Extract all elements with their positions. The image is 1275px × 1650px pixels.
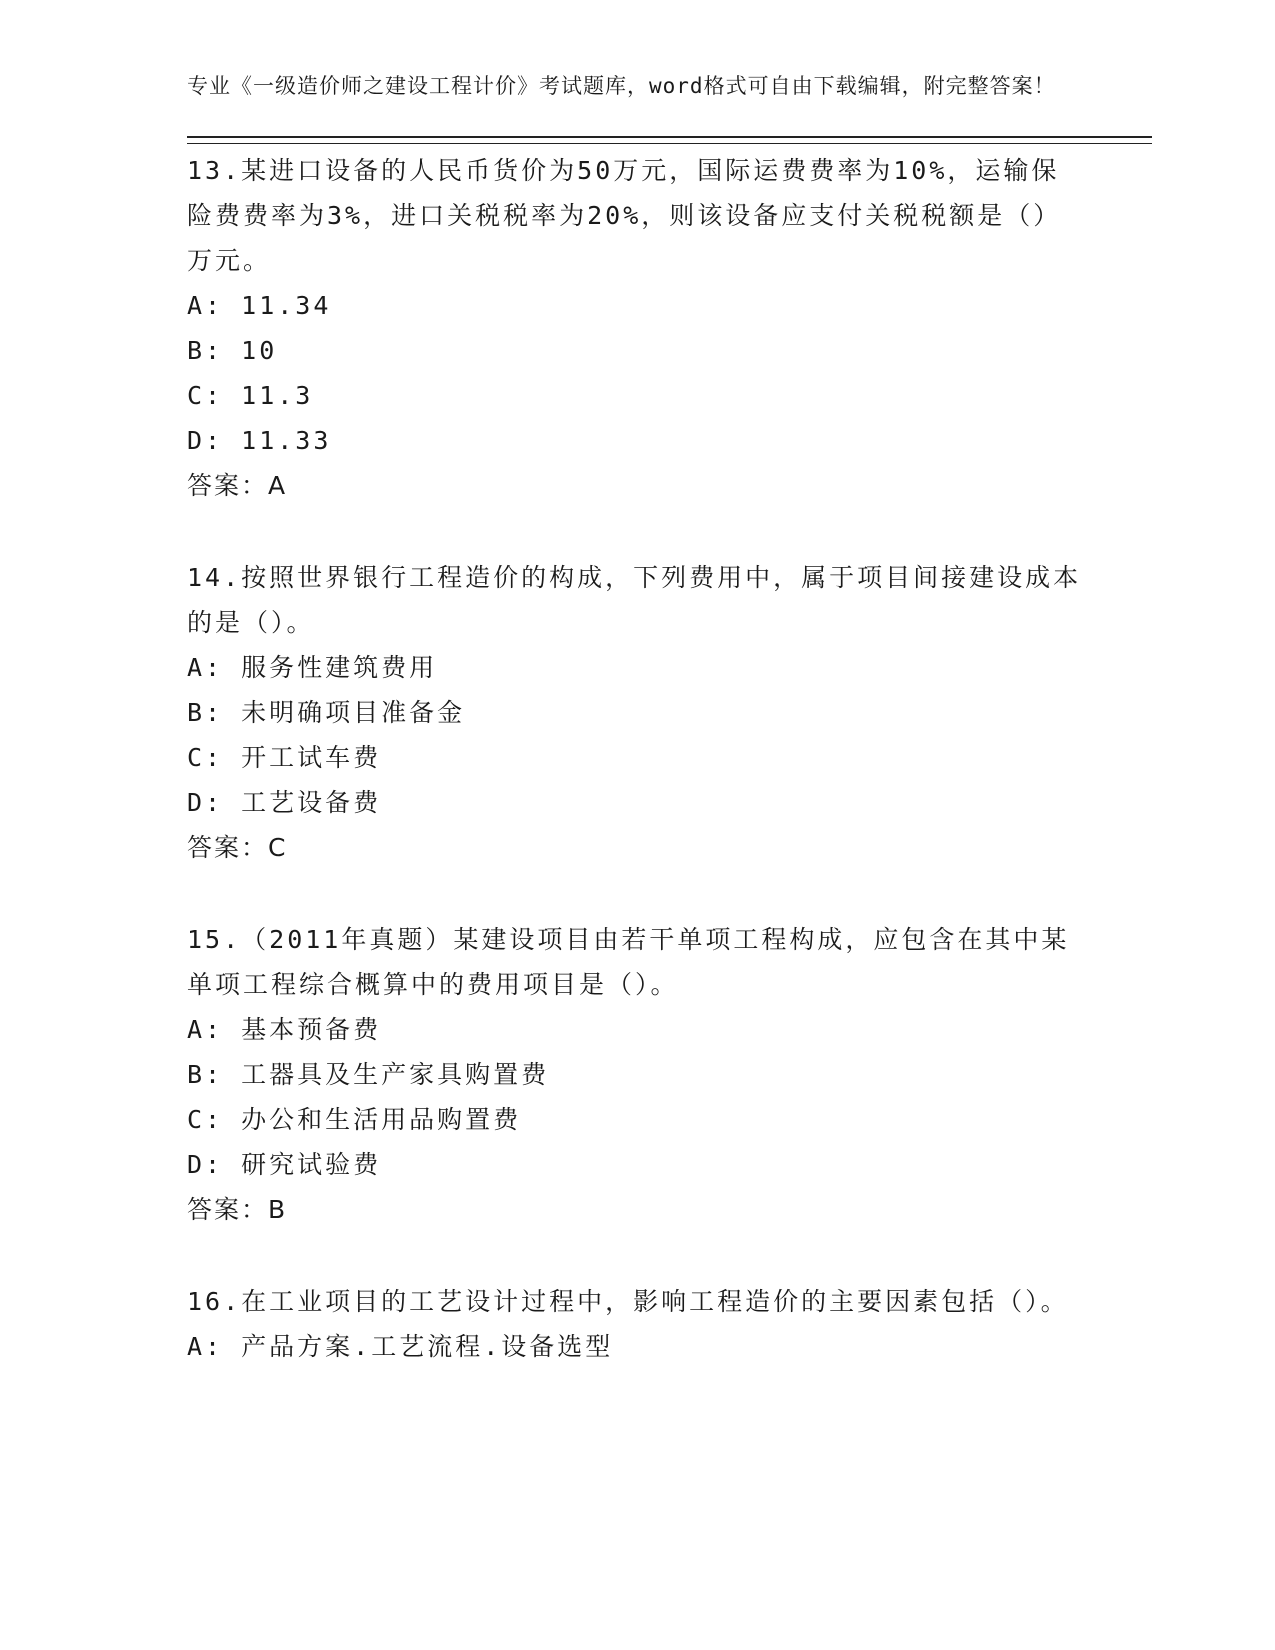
option-c: C: 开工试车费 (187, 743, 382, 772)
option-b: B: 工器具及生产家具购置费 (187, 1060, 550, 1089)
option-b: B: 10 (187, 336, 278, 365)
question-15 (187, 917, 1147, 1232)
question-stem: 15.（2011年真题）某建设项目由若干单项工程构成，应包含在其中某单项工程综合概算中的费用项目是（）。 (187, 925, 1070, 999)
question-13 (187, 148, 1147, 508)
option-a: A: 基本预备费 (187, 1015, 382, 1044)
answer: 答案：C (187, 833, 288, 862)
header-divider (187, 136, 1152, 144)
answer: 答案：A (187, 471, 288, 500)
option-d: D: 工艺设备费 (187, 788, 382, 817)
option-d: D: 研究试验费 (187, 1150, 382, 1179)
question-stem: 13.某进口设备的人民币货价为50万元，国际运费费率为10%，运输保险费费率为3%，进口关税税率为20%，则该设备应支付关税税额是（）万元。 (187, 156, 1062, 275)
option-a: A: 服务性建筑费用 (187, 653, 438, 682)
option-a: A: 产品方案.工艺流程.设备选型 (187, 1332, 614, 1361)
option-c: C: 11.3 (187, 381, 314, 410)
question-16 (187, 1279, 1147, 1369)
document-header: 专业《一级造价师之建设工程计价》考试题库，word格式可自由下载编辑，附完整答案！ (187, 74, 1056, 98)
question-14 (187, 555, 1147, 870)
question-stem: 16.在工业项目的工艺设计过程中，影响工程造价的主要因素包括（）。 (187, 1287, 1069, 1316)
option-b: B: 未明确项目准备金 (187, 698, 466, 727)
option-d: D: 11.33 (187, 426, 332, 455)
document-page (187, 70, 1147, 1369)
option-a: A: 11.34 (187, 291, 332, 320)
answer: 答案：B (187, 1195, 288, 1224)
option-c: C: 办公和生活用品购置费 (187, 1105, 522, 1134)
question-stem: 14.按照世界银行工程造价的构成，下列费用中，属于项目间接建设成本的是（）。 (187, 563, 1082, 637)
